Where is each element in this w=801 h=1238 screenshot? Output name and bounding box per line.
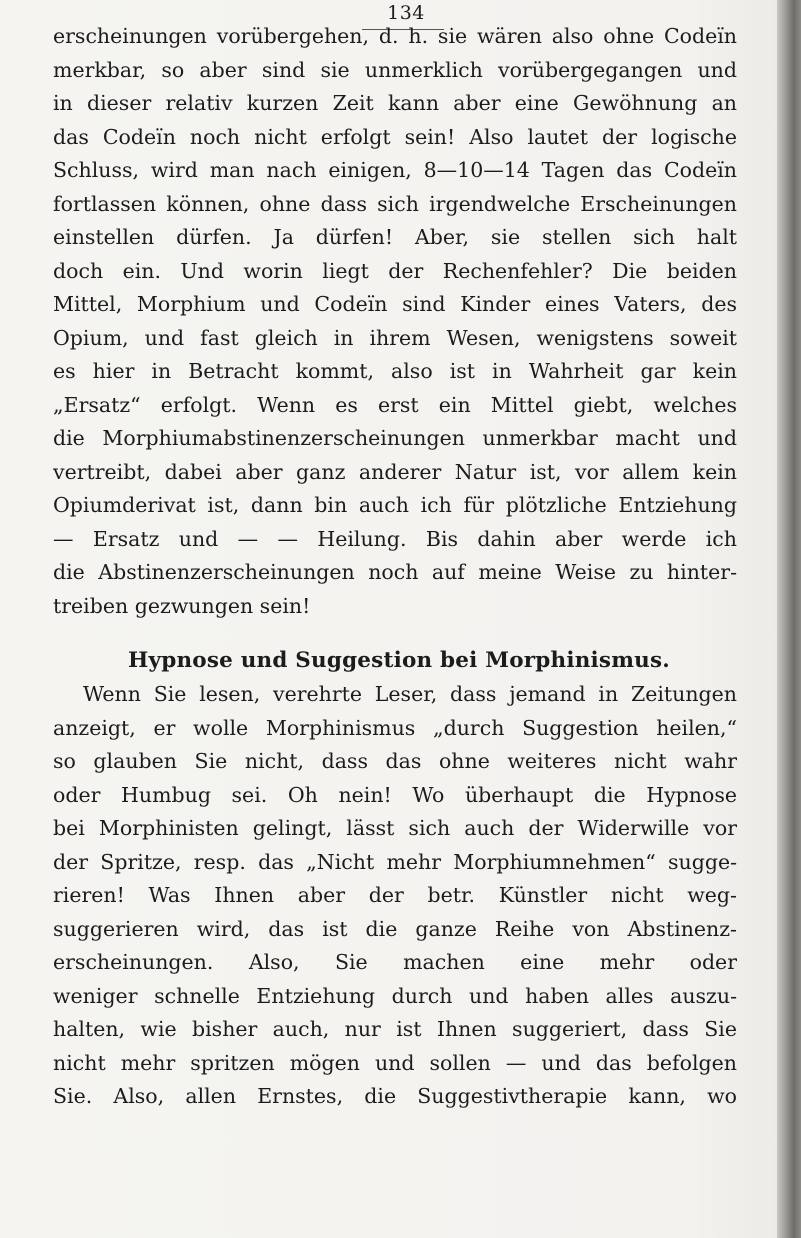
text-line: erscheinungen. Also, Sie machen eine mehr oder [53, 950, 737, 974]
text-line: suggerieren wird, das ist die ganze Reihe von Abstinenz- [53, 916, 737, 941]
text-line: Schluss, wird man nach einigen, 8—10—14 Tagen das Codeïn [53, 158, 737, 182]
text-line: „Ersatz“ erfolgt. Wenn es erst ein Mittel giebt, welches [53, 392, 737, 417]
text-line: anzeigt, er wolle Morphinismus „durch Suggestion heilen,“ [53, 715, 737, 740]
text-line: vertreibt, dabei aber ganz anderer Natur ist, vor allem kein [53, 459, 737, 484]
text-line: nicht mehr spritzen mögen und sollen — und das befolgen [53, 1050, 737, 1075]
text-line: Opiumderivat ist, dann bin auch ich für plötzliche Entziehung [53, 493, 737, 517]
page-number: 134 [387, 2, 425, 24]
text-line: treiben gezwungen sein! [53, 593, 311, 618]
text-line: rieren! Was Ihnen aber der betr. Künstler nicht weg- [53, 883, 737, 907]
text-line: bei Morphinisten gelingt, lässt sich auch der Widerwille vor [53, 816, 737, 840]
text-line: die Abstinenzerscheinungen noch auf meine Weise zu hinter- [53, 560, 737, 584]
text-line: es hier in Betracht kommt, also ist in Wahrheit gar kein [53, 359, 737, 383]
text-line: erscheinungen vorübergehen, d. h. sie wären also ohne Codeïn [53, 24, 737, 48]
paragraph-2 [53, 678, 737, 1114]
text-line: oder Humbug sei. Oh nein! Wo überhaupt die Hypnose [53, 782, 737, 807]
text-line: — Ersatz und — — Heilung. Bis dahin aber werde ich [53, 526, 737, 551]
text-line: fortlassen können, ohne dass sich irgendwelche Erscheinungen [53, 191, 737, 216]
text-line: das Codeïn noch nicht erfolgt sein! Also lautet der logische [53, 124, 737, 149]
text-line: halten, wie bisher auch, nur ist Ihnen suggeriert, dass Sie [53, 1017, 737, 1041]
page-edge-shadow [777, 0, 801, 1238]
text-line: der Spritze, resp. das „Nicht mehr Morphiumnehmen“ sugge- [53, 849, 737, 874]
text-line: die Morphiumabstinenzerscheinungen unmerkbar macht und [53, 426, 737, 450]
text-line: so glauben Sie nicht, dass das ohne weiteres nicht wahr [53, 749, 737, 773]
text-line: doch ein. Und worin liegt der Rechenfehler? Die beiden [53, 258, 737, 283]
text-line: in dieser relativ kurzen Zeit kann aber eine Gewöhnung an [53, 91, 737, 115]
text-line: weniger schnelle Entziehung durch und haben alles auszu- [53, 983, 737, 1008]
text-line: Wenn Sie lesen, verehrte Leser, dass jemand in Zeitungen [83, 682, 737, 706]
text-line: Sie. Also, allen Ernstes, die Suggestivtherapie kann, wo [53, 1084, 737, 1108]
text-line: merkbar, so aber sind sie unmerklich vorübergegangen und [53, 57, 737, 82]
section-heading: Hypnose und Suggestion bei Morphinismus. [128, 648, 670, 673]
text-line: Mittel, Morphium und Codeïn sind Kinder eines Vaters, des [53, 292, 737, 316]
paragraph-1 [53, 20, 737, 623]
text-line: einstellen dürfen. Ja dürfen! Aber, sie stellen sich halt [53, 225, 737, 249]
text-line: Opium, und fast gleich in ihrem Wesen, wenigstens soweit [53, 325, 737, 350]
